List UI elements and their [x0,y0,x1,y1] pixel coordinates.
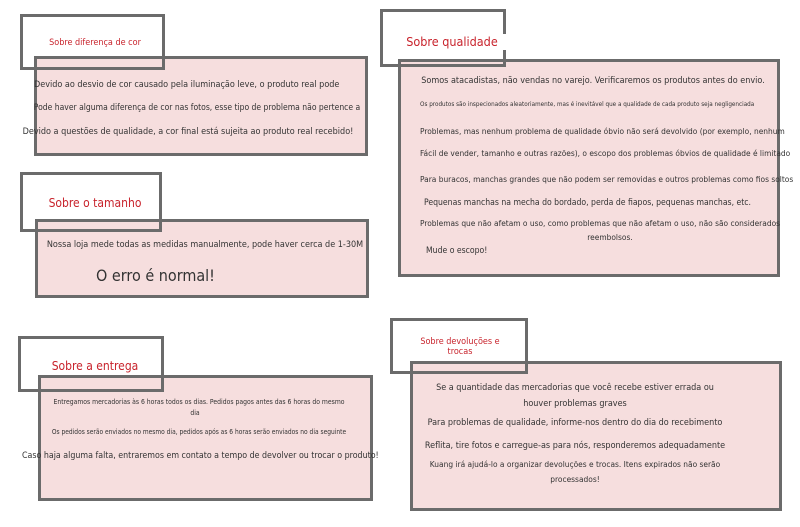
quality-text-5: Para buracos, manchas grandes que não podem ser removidas e outros problemas como fios soltos [420,174,794,184]
delivery-title: Sobre a entrega [44,359,146,375]
returns-text-5: Kuang irá ajudá-lo a organizar devoluções e trocas. Itens expirados não serão [429,459,721,469]
delivery-text-4: Caso haja alguma falta, entraremos em contato a tempo de devolver ou trocar o produto! [22,451,379,461]
color-difference-title: Sobre diferença de cor [40,37,150,49]
size-text-2: O erro é normal! [96,266,215,285]
quality-text-6: Pequenas manchas na mecha do bordado, perda de fiapos, pequenas manchas, etc. [424,198,751,208]
quality-text-3: Problemas, mas nenhum problema de qualidade óbvio não será devolvido (por exemplo, nenhum [420,126,785,136]
quality-text-7: Problemas que não afetam o uso, como problemas que não afetam o uso, não são considerados [420,218,781,228]
returns-text-2: houver problemas graves [523,399,627,409]
color-difference-text-3: Devido a questões de qualidade, a cor final está sujeita ao produto real recebido! [22,127,354,137]
delivery-text-1: Entregamos mercadorias às 6 horas todos os dias. Pedidos pagos antes das 6 horas do mesmo [53,398,345,406]
quality-title: Sobre qualidade [394,34,510,50]
delivery-text-3: Os pedidos serão enviados no mesmo dia, pedidos após as 6 horas serão enviados no dia seguinte [51,428,347,436]
color-difference-text-1: Devido ao desvio de cor causado pela iluminação leve, o produto real pode [34,80,340,90]
size-title: Sobre o tamanho [40,196,150,212]
returns-text-1: Se a quantidade das mercadorias que você recebe estiver errada ou [436,383,714,393]
delivery-text-2: dia [190,409,200,417]
delivery-panel [38,375,373,501]
returns-text-6: processados! [550,474,600,484]
quality-panel [398,59,780,277]
returns-title: Sobre devoluções e trocas [408,336,512,359]
quality-text-8: reembolsos. [587,232,633,242]
size-text-1: Nossa loja mede todas as medidas manualmente, pode haver cerca de 1-30M [46,240,364,250]
returns-text-3: Para problemas de qualidade, informe-nos dentro do dia do recebimento [427,418,723,428]
quality-text-4: Fácil de vender, tamanho e outras razões), o escopo dos problemas óbvios de qualidade é limitado [420,148,791,158]
color-difference-text-2: Pode haver alguma diferença de cor nas fotos, esse tipo de problema não pertence a [33,103,361,113]
quality-text-1: Somos atacadistas, não vendas no varejo. Verificaremos os produtos antes do envio. [421,76,765,86]
returns-text-4: Reflita, tire fotos e carregue-as para nós, responderemos adequadamente [424,441,726,451]
quality-text-9: Mude o escopo! [426,246,488,256]
quality-text-2: Os produtos são inspecionados aleatoriamente, mas é inevitável que a qualidade de cada produto seja negligenciada [420,101,755,108]
